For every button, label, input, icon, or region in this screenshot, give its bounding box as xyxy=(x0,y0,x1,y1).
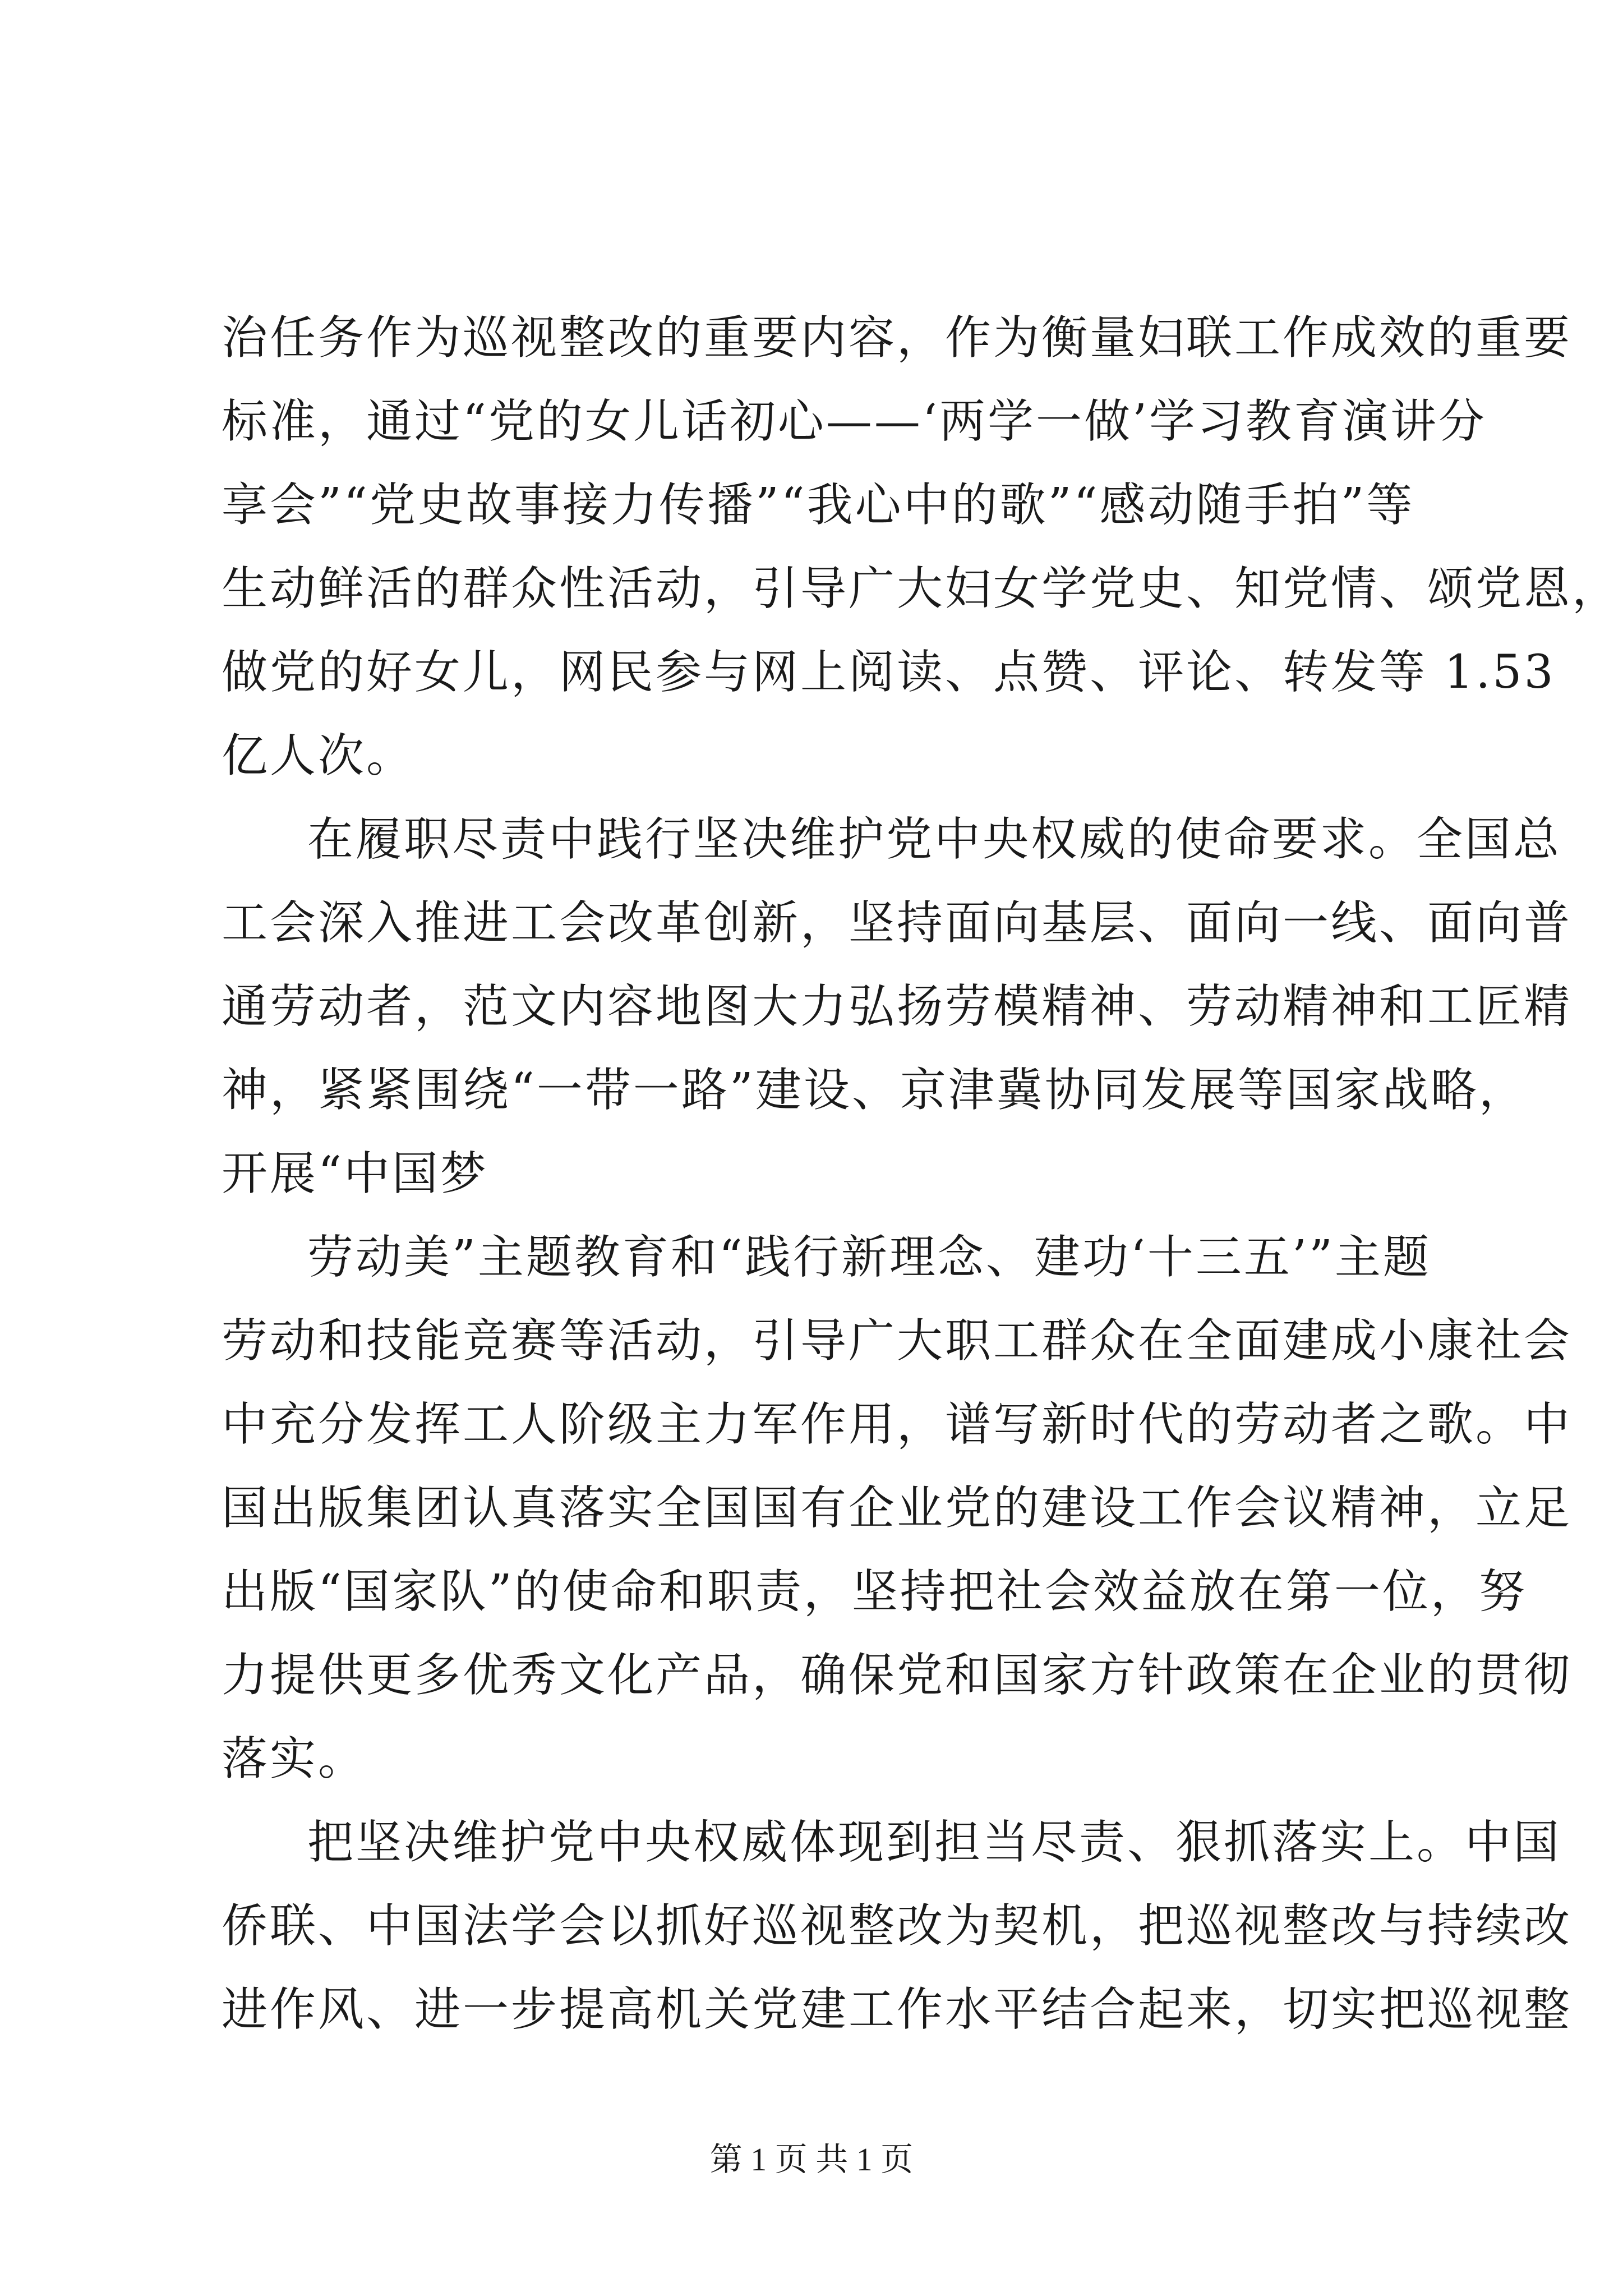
page-number-footer: 第 1 页 共 1 页 xyxy=(709,2141,914,2178)
text-line: 享会”“党史故事接力传播”“我心中的歌”“感动随手拍”等 xyxy=(222,478,1415,532)
paragraph-first-line: 把坚决维护党中央权威体现到担当尽责、狠抓落实上。中国 xyxy=(307,1816,1562,1869)
text-line: 出版“国家队”的使命和职责，坚持把社会效益放在第一位，努 xyxy=(222,1565,1527,1618)
text-line: 落实。 xyxy=(222,1732,367,1786)
paragraph-first-line: 劳动美”主题教育和“践行新理念、建功‘十三五’”主题 xyxy=(307,1231,1431,1284)
text-line: 治任务作为巡视整改的重要内容，作为衡量妇联工作成效的重要 xyxy=(222,311,1573,365)
text-line: 劳动和技能竞赛等活动，引导广大职工群众在全面建成小康社会 xyxy=(222,1314,1573,1368)
text-line: 标准，通过“党的女儿话初心——‘两学一做’学习教育演讲分 xyxy=(222,395,1487,448)
text-line: 亿人次。 xyxy=(222,729,415,783)
text-line: 进作风、进一步提高机关党建工作水平结合起来，切实把巡视整 xyxy=(222,1983,1573,2036)
text-line: 生动鲜活的群众性活动，引导广大妇女学党史、知党情、颂党恩， xyxy=(222,562,1621,615)
paragraph-first-line: 在履职尽责中践行坚决维护党中央权威的使命要求。全国总 xyxy=(307,813,1562,866)
text-line: 国出版集团认真落实全国国有企业党的建设工作会议精神，立足 xyxy=(222,1481,1573,1535)
text-line: 中充分发挥工人阶级主力军作用，谱写新时代的劳动者之歌。中 xyxy=(222,1398,1573,1451)
text-line: 侨联、中国法学会以抓好巡视整改为契机，把巡视整改与持续改 xyxy=(222,1899,1573,1953)
text-line: 开展“中国梦 xyxy=(222,1147,488,1200)
text-line: 神，紧紧围绕“一带一路”建设、京津冀协同发展等国家战略， xyxy=(222,1064,1527,1117)
text-line: 力提供更多优秀文化产品，确保党和国家方针政策在企业的贯彻 xyxy=(222,1649,1573,1702)
text-line: 通劳动者，范文内容地图大力弘扬劳模精神、劳动精神和工匠精 xyxy=(222,980,1573,1033)
text-line: 工会深入推进工会改革创新，坚持面向基层、面向一线、面向普 xyxy=(222,896,1573,950)
text-line: 做党的好女儿，网民参与网上阅读、点赞、评论、转发等 1.53 xyxy=(222,646,1556,699)
